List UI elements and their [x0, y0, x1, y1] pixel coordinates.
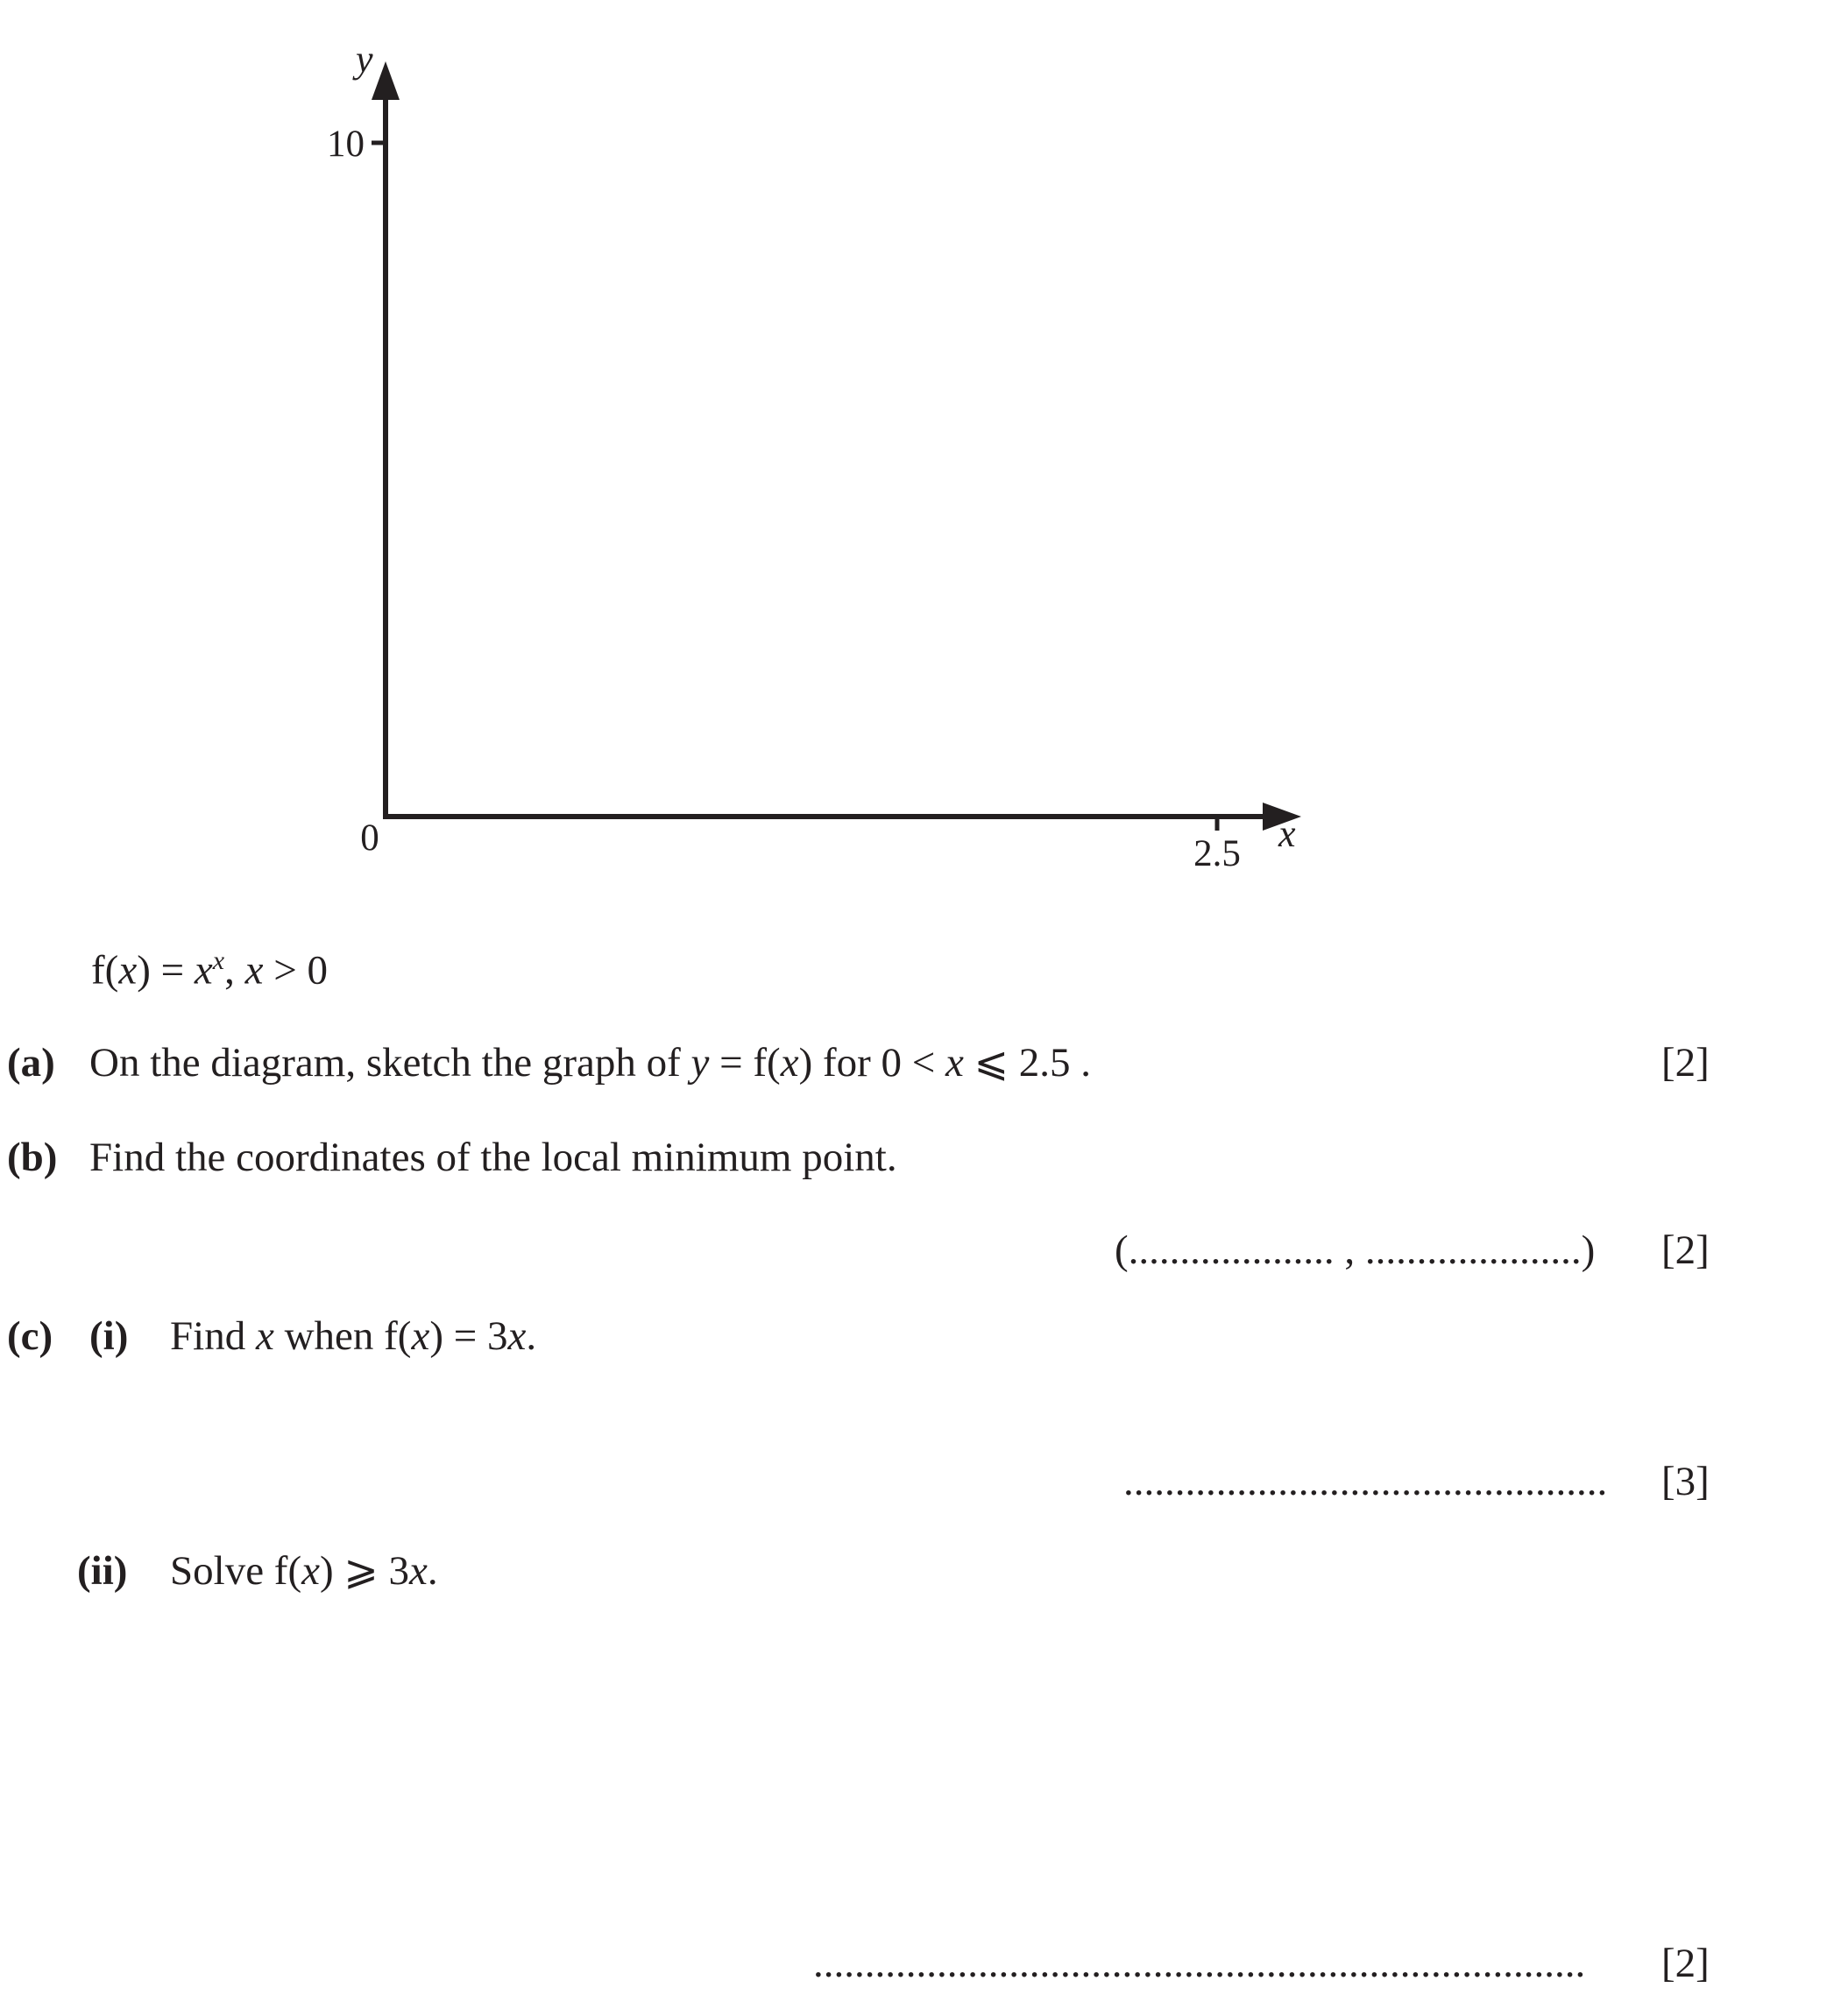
- part-a-text: On the diagram, sketch the graph of y = f(x) for 0 < x ⩽ 2.5 .: [89, 1040, 1092, 1086]
- part-a-label: (a): [7, 1040, 55, 1086]
- part-c-ii-marks: [2]: [1661, 1941, 1710, 1986]
- origin-label: 0: [360, 817, 379, 859]
- part-b-label: (b): [7, 1135, 58, 1180]
- part-c-i-answer-line[interactable]: ...............................................: [1123, 1459, 1608, 1504]
- part-c-label: (c): [7, 1313, 53, 1359]
- part-b-answer-line[interactable]: (.................... , .....................): [1115, 1227, 1596, 1273]
- part-c-i-marks: [3]: [1661, 1459, 1710, 1504]
- part-a-marks: [2]: [1661, 1040, 1710, 1086]
- part-c-i-text: Find x when f(x) = 3x.: [170, 1313, 537, 1359]
- part-b-text: Find the coordinates of the local minimum point.: [89, 1135, 897, 1180]
- x-axis-label: x: [1278, 812, 1296, 855]
- x-tick-label: 2.5: [1193, 833, 1241, 874]
- y-axis-label: y: [356, 38, 373, 81]
- y-tick-label: 10: [327, 124, 365, 165]
- y-axis-arrowhead: [372, 61, 400, 100]
- function-definition: $f(x) = x^x$, x > 0: [91, 946, 328, 994]
- part-b-marks: [2]: [1661, 1227, 1710, 1273]
- part-c-ii-label: (ii): [77, 1548, 128, 1594]
- graph-diagram: [0, 0, 1841, 894]
- part-c-ii-text: Solve f(x) ⩾ 3x.: [170, 1548, 438, 1594]
- part-c-ii-answer-line[interactable]: ...........................................................................: [813, 1941, 1586, 1986]
- part-c-i-label: (i): [89, 1313, 129, 1359]
